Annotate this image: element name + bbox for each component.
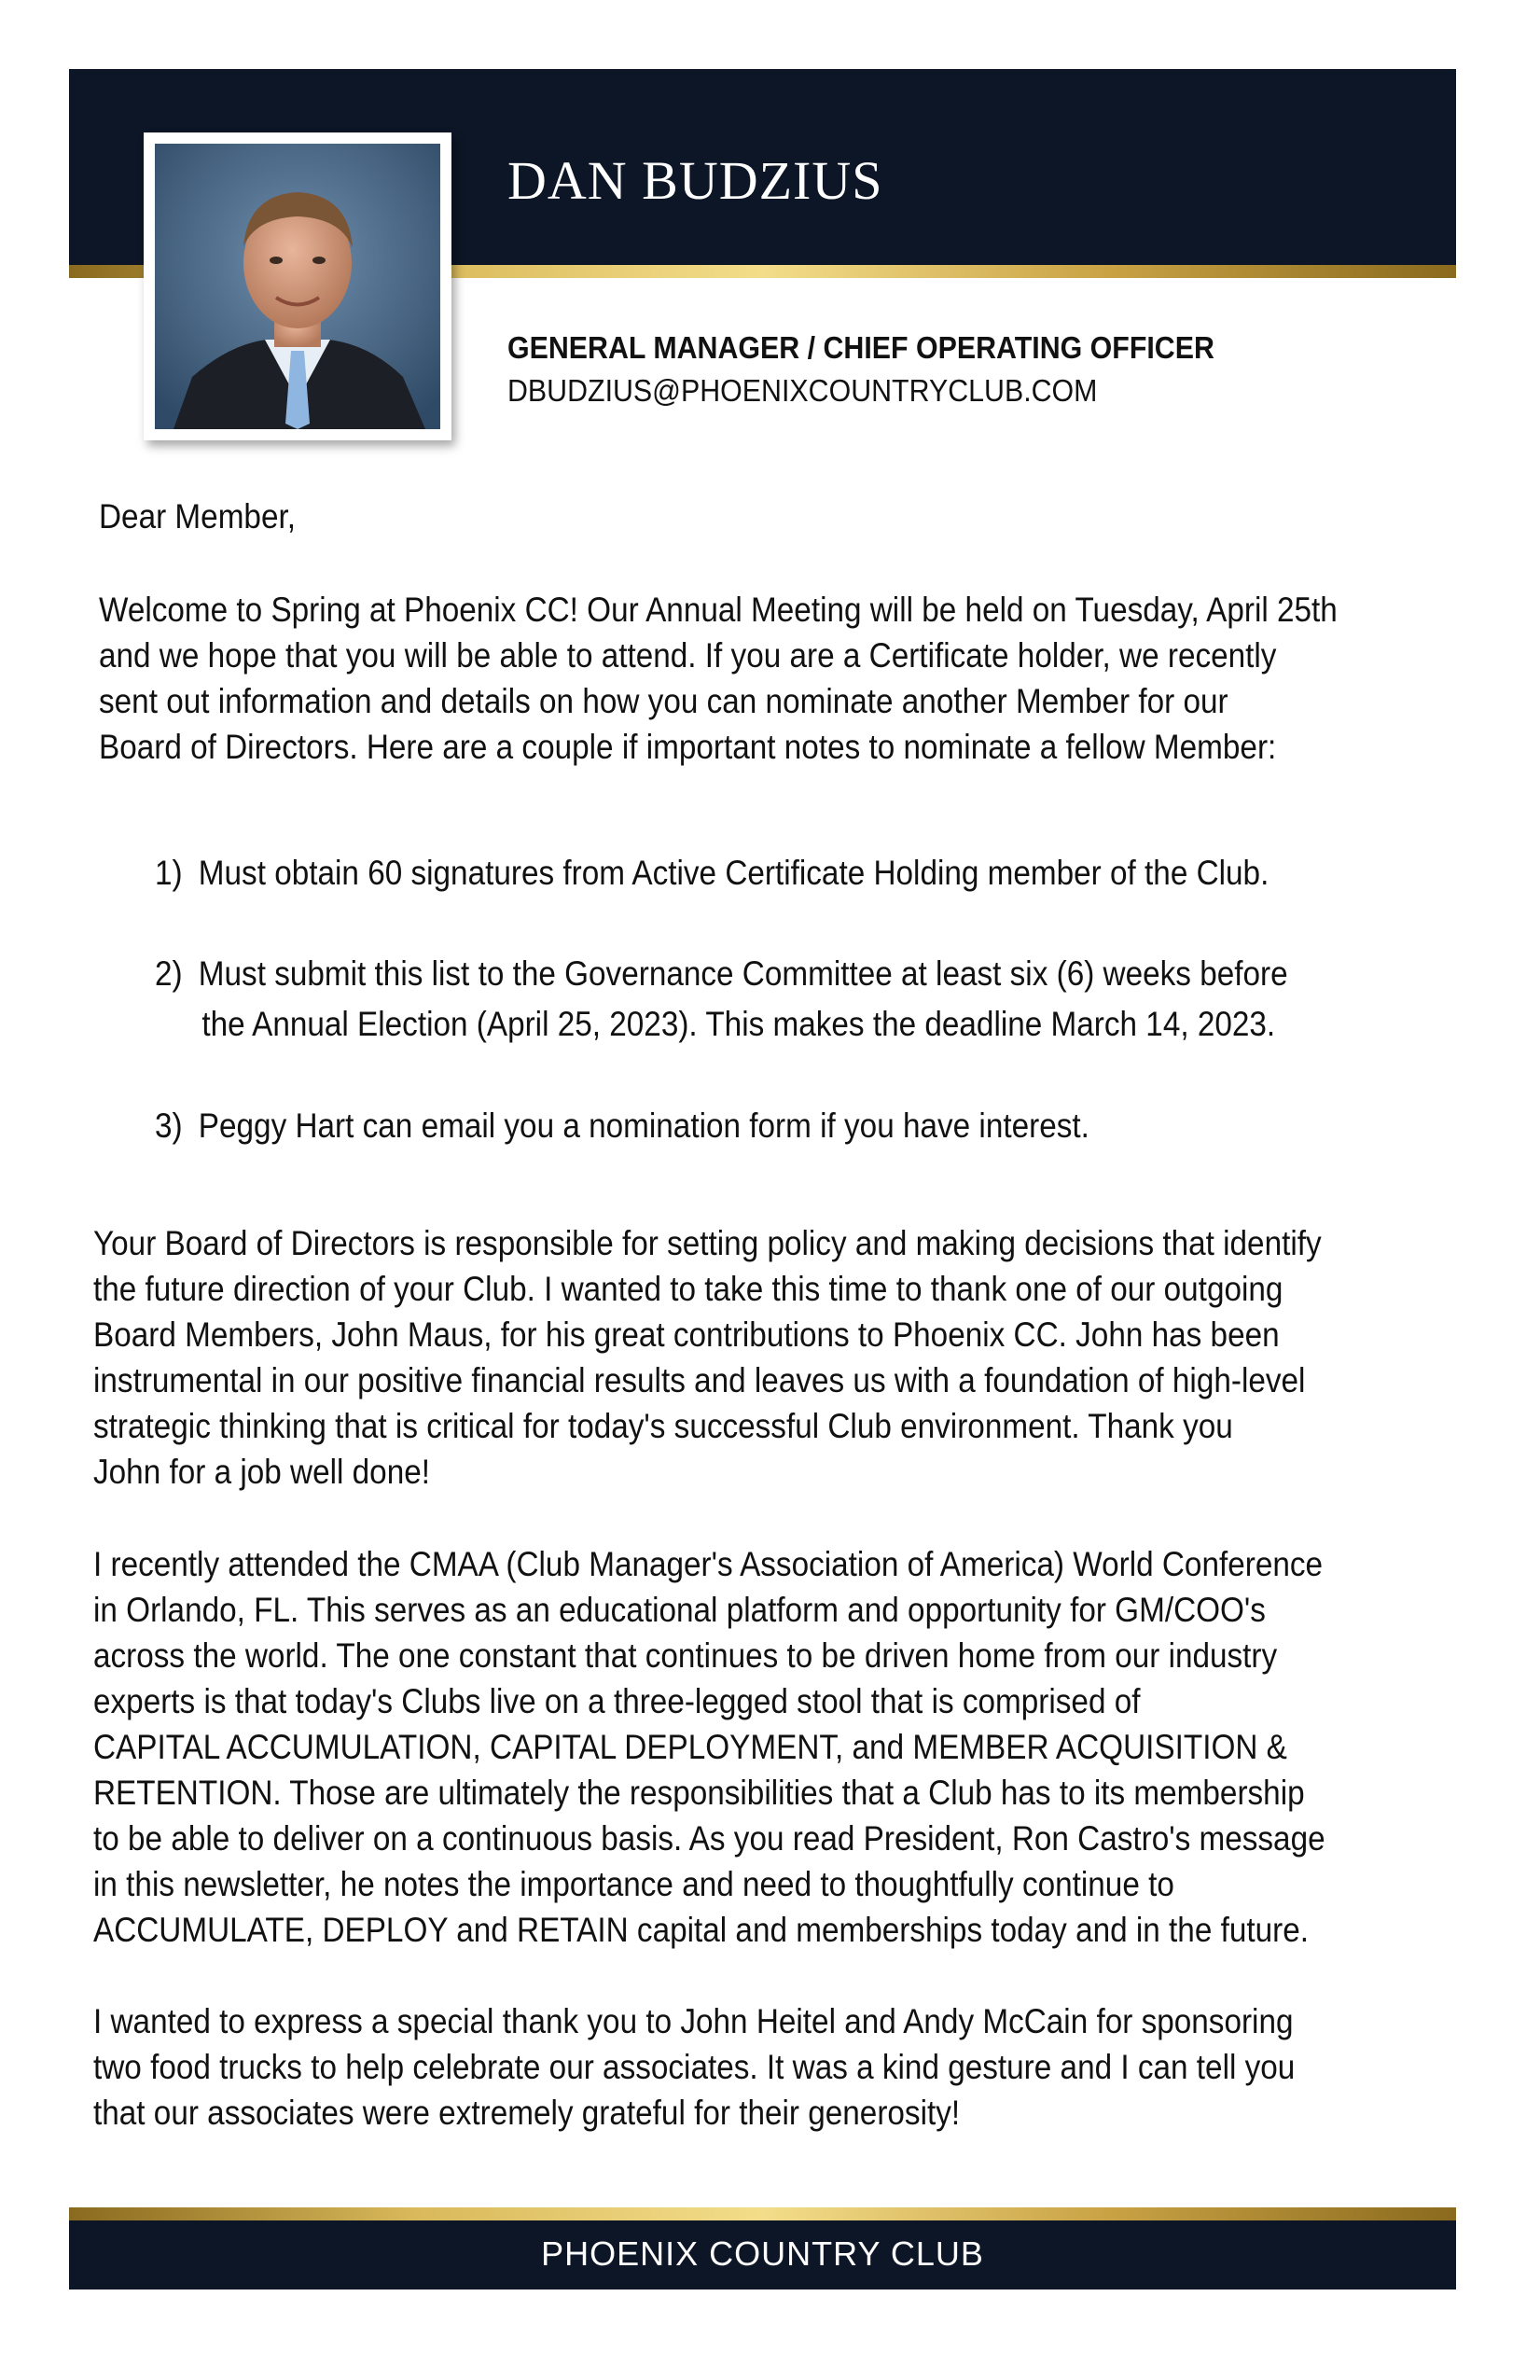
letter-intro-paragraph: Welcome to Spring at Phoenix CC! Our Annual Meeting will be held on Tuesday, April 25th and we hope that you will be able to attend. If you are a Certificate holder, we recently sent out information and details on how you can nominate another Member for our Board of Directors. Here are a couple if important notes to nominate a fellow Member: [99, 591, 1338, 766]
portrait-frame [144, 132, 451, 440]
manager-email[interactable]: DBUDZIUS@PHOENIXCOUNTRYCLUB.COM [507, 373, 1098, 408]
letter-greeting: Dear Member, [99, 497, 296, 536]
list-item: 2) Must submit this list to the Governance Committee at least six (6) weeks before the Annual Election (April 25, 2023). This makes the deadline March 14, 2023. [155, 954, 1288, 1043]
footer-club-name: PHOENIX COUNTRY CLUB [541, 2234, 984, 2273]
manager-name: DAN BUDZIUS [507, 150, 883, 211]
gold-divider-bottom [69, 2207, 1456, 2220]
list-item: 3) Peggy Hart can email you a nomination form if you have interest. [155, 1106, 1089, 1145]
footer-band [69, 2220, 1456, 2290]
portrait-photo [155, 144, 440, 429]
letter-cmaa-paragraph: I recently attended the CMAA (Club Manager's Association of America) World Conference in Orlando, FL. This serves as an educational platform and opportunity for GM/COO's across the world. The one constant that continues to be driven home from our industry experts is that today's Clubs live on a three-legged stool that is comprised of CAPITAL ACCUMULATION, CAPITAL DEPLOYMENT, and MEMBER ACQUISITION & RETENTION. Those are ultimately the responsibilities that a Club has to its membership to be able to deliver on a continuous basis. As you read President, Ron Castro's message in this newsletter, he notes the importance and need to thoughtfully continue to ACCUMULATE, DEPLOY and RETAIN capital and memberships today and in the future. [93, 1545, 1325, 1949]
letter-thanks-paragraph: I wanted to express a special thank you to John Heitel and Andy McCain for sponsoring two food trucks to help celebrate our associates. It was a kind gesture and I can tell you that our associates were extremely grateful for their generosity! [93, 2002, 1296, 2132]
list-item: 1) Must obtain 60 signatures from Active Certificate Holding member of the Club. [155, 854, 1269, 892]
manager-title: GENERAL MANAGER / CHIEF OPERATING OFFICER [507, 330, 1214, 365]
letter-board-paragraph: Your Board of Directors is responsible for setting policy and making decisions that identify the future direction of your Club. I wanted to take this time to thank one of our outgoing Board Members, John Maus, for his great contributions to Phoenix CC. John has been instrumental in our positive financial results and leaves us with a foundation of high-level strategic thinking that is critical for today's successful Club environment. Thank you John for a job well done! [93, 1224, 1322, 1491]
